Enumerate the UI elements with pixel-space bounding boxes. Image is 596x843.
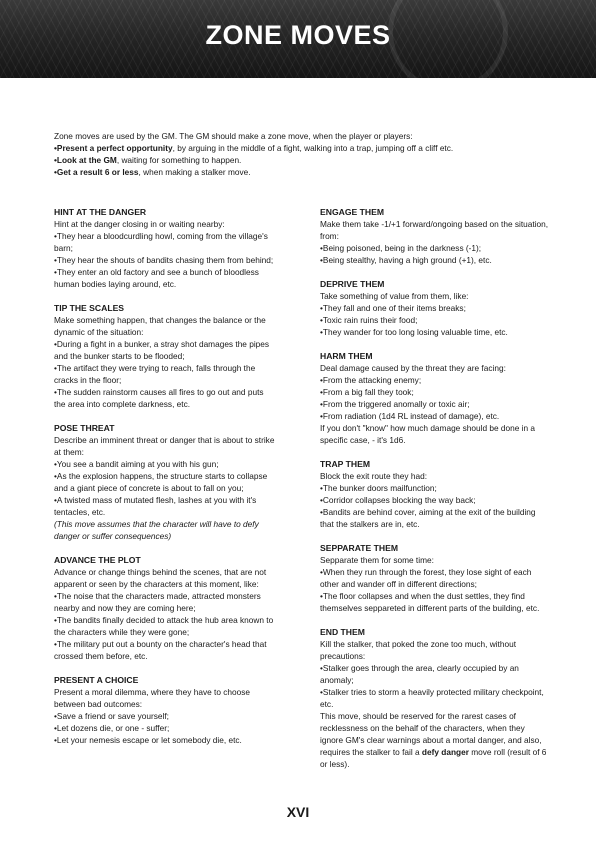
section-line: Describe an imminent threat or danger that is about to strike at them:	[54, 435, 275, 457]
intro-item-text: , by arguing in the middle of a fight, walking into a trap, jumping off a cliff etc.	[172, 143, 454, 153]
section-line: •They hear the shouts of bandits chasing them from behind;	[54, 255, 274, 265]
section-line: •A twisted mass of mutated flesh, lashes at you with it's tentacles, etc.	[54, 495, 257, 517]
section-line: •From radiation (1d4 RL instead of damage), etc.	[320, 411, 500, 421]
section-heading: TRAP THEM	[320, 459, 370, 469]
section-line: Take something of value from them, like:	[320, 291, 469, 301]
section-heading: END THEM	[320, 627, 365, 637]
header-banner	[0, 0, 596, 78]
intro-item-bold: •Look at the GM	[54, 155, 117, 165]
section-note: (This move assumes that the character will have to defy danger or suffer consequences)	[54, 519, 259, 541]
section-heading: PRESENT A CHOICE	[54, 675, 139, 685]
section-line: Deal damage caused by the threat they are facing:	[320, 363, 506, 373]
move-pose-threat	[54, 422, 276, 542]
section-line: Kill the stalker, that poked the zone too much, without precautions:	[320, 639, 517, 661]
section-line: •From a big fall they took;	[320, 387, 414, 397]
section-line: •The bandits finally decided to attack the hub area known to the characters while they were gone;	[54, 615, 274, 637]
section-line: •Toxic rain ruins their food;	[320, 315, 418, 325]
intro-item-text: , when making a stalker move.	[138, 167, 251, 177]
section-heading: POSE THREAT	[54, 423, 115, 433]
move-deprive-them	[320, 278, 550, 338]
intro-item-bold: •Present a perfect opportunity	[54, 143, 173, 153]
section-line: •The floor collapses and when the dust settles, they find themselves seppareted in different parts of the building, etc.	[320, 591, 540, 613]
page-title: ZONE MOVES	[205, 20, 391, 50]
section-line: •The sudden rainstorm causes all fires to go out and puts the area into complete darkness, etc.	[54, 387, 264, 409]
section-line: •The artifact they were trying to reach, falls through the cracks in the floor;	[54, 363, 256, 385]
section-line: •Corridor collapses blocking the way back;	[320, 495, 476, 505]
move-advance-the-plot	[54, 554, 276, 662]
move-trap-them	[320, 458, 550, 530]
section-line: •Let your nemesis escape or let somebody die, etc.	[54, 735, 242, 745]
section-line: •Bandits are behind cover, aiming at the exit of the building that the stalkers are in, etc.	[320, 507, 536, 529]
section-heading: TIP THE SCALES	[54, 303, 125, 313]
section-line: Make them take -1/+1 forward/ongoing based on the situation, from:	[320, 219, 549, 241]
section-line: Make something happen, that changes the balance or the dynamic of the situation:	[54, 315, 266, 337]
intro-item	[54, 166, 554, 178]
section-line: •The noise that the characters made, attracted monsters nearby and now they are coming here;	[54, 591, 261, 613]
section-line: If you don't "know" how much damage should be done in a specific case, - it's 1d6.	[320, 423, 536, 445]
section-line: •Let dozens die, or one - suffer;	[54, 723, 170, 733]
section-line: •Save a friend or save yourself;	[54, 711, 169, 721]
section-heading: ENGAGE THEM	[320, 207, 384, 217]
section-line: •Stalker tries to storm a heavily protected military checkpoint, etc.	[320, 687, 544, 709]
section-line: •They wander for too long losing valuable time, etc.	[320, 327, 508, 337]
section-line: •They fall and one of their items breaks;	[320, 303, 466, 313]
intro-item	[54, 154, 554, 166]
section-line: •During a fight in a bunker, a stray shot damages the pipes and the bunker starts to be flooded;	[54, 339, 270, 361]
section-line: Hint at the danger closing in or waiting nearby:	[54, 219, 225, 229]
section-line: •They hear a bloodcurdling howl, coming from the village's barn;	[54, 231, 268, 253]
left-column	[54, 206, 276, 758]
move-tip-the-scales	[54, 302, 276, 410]
section-line: Block the exit route they had:	[320, 471, 428, 481]
closing-bold: defy danger	[421, 747, 469, 757]
intro-block	[54, 130, 554, 178]
intro-item	[54, 142, 554, 154]
section-line: •The military put out a bounty on the character's head that crossed them before, etc.	[54, 639, 267, 661]
move-sepparate-them	[320, 542, 550, 614]
intro-lead: Zone moves are used by the GM. The GM should make a zone move, when the player or players:	[54, 131, 413, 141]
move-end-them	[320, 626, 550, 770]
page-number: XVI	[286, 804, 310, 820]
move-hint-at-the-danger	[54, 206, 276, 290]
move-engage-them	[320, 206, 550, 266]
section-line: •Stalker goes through the area, clearly occupied by an anomaly;	[320, 663, 519, 685]
section-line: •The bunker doors mailfunction;	[320, 483, 437, 493]
section-line: Sepparate them for some time:	[320, 555, 434, 565]
closing-text-end: move roll (result of 6 or less).	[320, 747, 547, 769]
section-line: Advance or change things behind the scenes, that are not apparent or seen by the characters at this moment, like:	[54, 567, 267, 589]
section-line: •From the attacking enemy;	[320, 375, 422, 385]
section-heading: HARM THEM	[320, 351, 373, 361]
section-line: •When they run through the forest, they lose sight of each other and wander off in different directions;	[320, 567, 532, 589]
section-closing	[320, 710, 550, 770]
section-line: •From the triggered anomally or toxic air;	[320, 399, 470, 409]
section-heading: SEPPARATE THEM	[320, 543, 398, 553]
section-line: •They enter an old factory and see a bunch of bloodless human bodies laying around, etc.	[54, 267, 259, 289]
section-line: Present a moral dilemma, where they have to choose between bad outcomes:	[54, 687, 250, 709]
section-heading: HINT AT THE DANGER	[54, 207, 147, 217]
intro-item-bold: •Get a result 6 or less	[54, 167, 139, 177]
section-line: •As the explosion happens, the structure starts to collapse and a giant piece of concrete is about to fall on you;	[54, 471, 268, 493]
right-column	[320, 206, 550, 782]
section-line: •Being poisoned, being in the darkness (-1);	[320, 243, 482, 253]
closing-text: This move, should be reserved for the rarest cases of recklessness on the behalf of the characters, when they ignore GM's clear warnings about a mortal danger, and also, requires the stalker to fail a	[320, 711, 542, 757]
section-heading: DEPRIVE THEM	[320, 279, 385, 289]
section-heading: ADVANCE THE PLOT	[54, 555, 141, 565]
section-line: •You see a bandit aiming at you with his gun;	[54, 459, 219, 469]
intro-item-text: , waiting for something to happen.	[116, 155, 242, 165]
move-harm-them	[320, 350, 550, 446]
section-line: •Being stealthy, having a high ground (+1), etc.	[320, 255, 492, 265]
move-present-a-choice	[54, 674, 276, 746]
